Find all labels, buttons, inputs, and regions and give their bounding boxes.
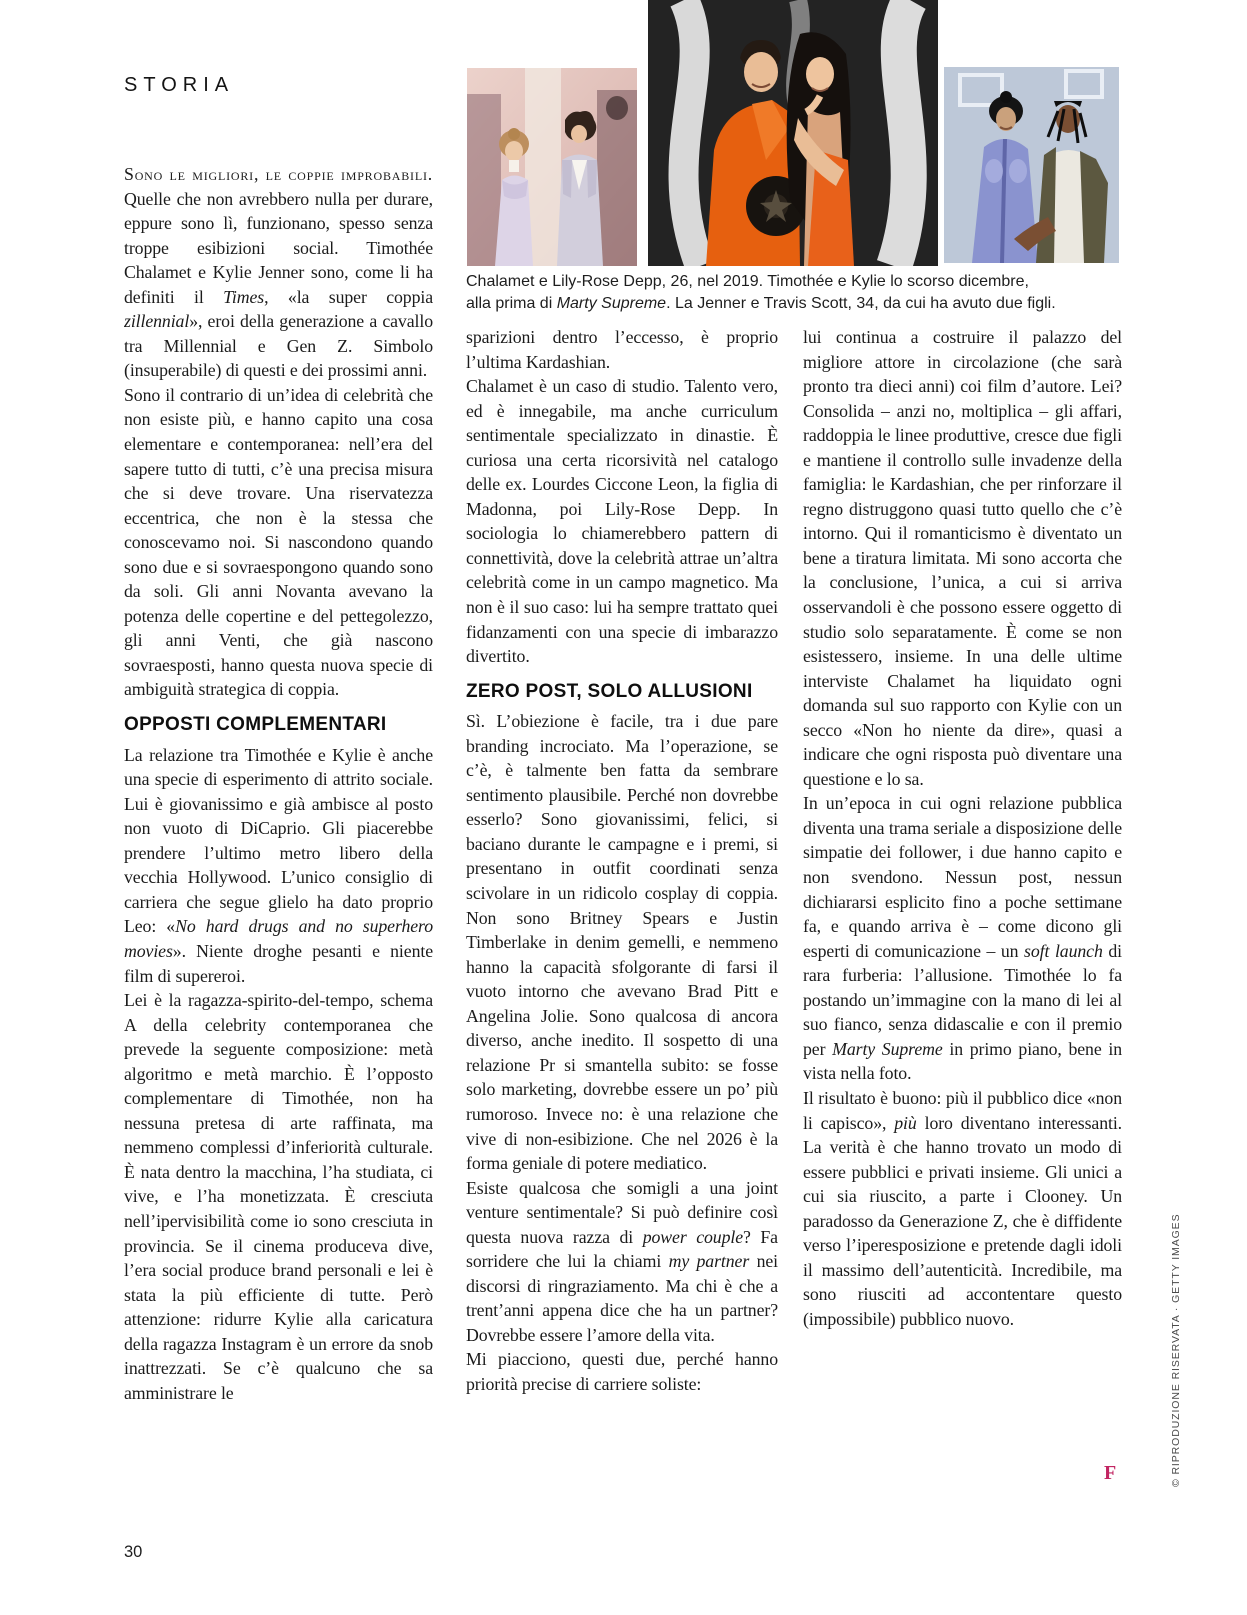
article-column-1: [124, 162, 433, 1496]
section-kicker: STORIA: [124, 74, 235, 96]
article-paragraph: [803, 325, 1122, 791]
text-run: alla prima di: [466, 294, 557, 312]
text-run: Chalamet è un caso di studio. Talento vero, ed è innegabile, ma anche curriculum sentimentale specializzato in dinastie. È curiosa una certa ricorsività nel catalogo delle ex. Lourdes Ciccone Leon, la figlia di Madonna, poi Lily-Rose Depp. In sociologia lo chiamerebbero pattern di connettività, dove la celebrità attrae un’altra celebrità come in un campo magnetico. Ma non è il suo caso: lui ha sempre trattato quei fidanzamenti con una specie di imbarazzo divertito.: [466, 376, 778, 667]
photo-caption-line2: [466, 293, 1122, 315]
text-run: La relazione tra Timothée e Kylie è anche una specie di esperimento di attrito sociale. Lui è giovanissimo e già ambisce al posto non vuoto di DiCaprio. Gli piacerebbe prendere l’ultimo metro libero della vecchia Hollywood. L’unico consiglio di carriera che segue glielo ha dato proprio Leo: «: [124, 744, 433, 937]
article-paragraph: [466, 709, 778, 1175]
article-paragraph: [466, 374, 778, 669]
text-run-italic: No hard drugs and no superhero movies: [124, 916, 433, 961]
text-run-italic: Times: [223, 286, 265, 307]
photo-credit-vertical: © RIPRODUZIONE RISERVATA · GETTY IMAGES: [1170, 1213, 1182, 1487]
text-run: ? Fa sorridere che lui la chiami: [466, 1226, 778, 1272]
article-paragraph: [124, 988, 433, 1405]
text-run: lui continua a costruire il palazzo del migliore attore in circolazione (che sarà pronto tra dieci anni) coi film d’autore. Lei? Consolida – anzi no, moltiplica – gli affari, raddoppia le linee produttive, cresce due figli e mantiene il controllo sulle invadenze della famiglia: le Kardashian, che per rinforzare il regno distruggono quasi tutto quello che c’è intorno. Qui il romanticismo è diventato un bene a tiratura limitata. Mi sono accorta che la conclusione, l’unica, a cui si arriva osservandoli è che possono essere oggetto di studio solo separatamente. È come se non esistessero, insieme. In una delle ultime interviste Chalamet ha liquidato ogni domanda sul suo rapporto con Kylie con un secco «Non ho niente da dire», quasi a indicare che ogni risposta può diventare una questione e lo sa.: [803, 327, 1122, 789]
text-run: Il risultato è buono: più il pubblico dice «non li capisco»,: [803, 1087, 1122, 1133]
article-column-2: [466, 325, 778, 1499]
text-run-smallcaps: Sono le migliori, le coppie improbabili.: [124, 164, 433, 184]
text-run-italic: zillennial: [124, 311, 190, 332]
article-paragraph: [466, 1176, 778, 1348]
text-run-italic: Marty Supreme: [832, 1038, 943, 1059]
photo-chalamet-kylie-jenner: [648, 0, 938, 266]
photo-caption-line1: Chalamet e Lily-Rose Depp, 26, nel 2019. Timothée e Kylie lo scorso dicembre,: [466, 273, 1029, 290]
text-run: Sì. L’obiezione è facile, tra i due pare branding incrociato. Ma l’operazione, se c’è, è talmente ben fatta da sembrare sentimento plausibile. Perché non dovrebbe esserlo? Sono giovanissimi, felici, si baciano durante le campagne e i premi, si presentano in outfit coordinati senza scivolare in un ridicolo cosplay di coppia. Non sono Britney Spears e Justin Timberlake in denim gemelli, e nemmeno hanno la capacità sfolgorante di farsi il vuoto intorno che avevano Brad Pitt e Angelina Jolie. Sono qualcosa di ancora diverso, anche inedito. Il sospetto di una relazione Pr si smantella subito: se fosse solo marketing, dovrebbe essere un po’ più rumoroso. Invece no: è una relazione che vive di non-esibizione. Che nel 2026 è la forma geniale di potere mediatico.: [466, 711, 778, 1174]
text-run: Mi piacciono, questi due, perché hanno priorità precise di carriere soliste:: [466, 1349, 778, 1394]
photo-kylie-travis-scott: [944, 67, 1119, 263]
article-paragraph: [466, 1347, 778, 1396]
article-paragraph: [803, 1086, 1122, 1331]
section-heading: ZERO POST, SOLO ALLUSIONI: [466, 680, 753, 702]
article-column-3: [803, 325, 1122, 1499]
text-run: loro diventano interessanti. La verità è che hanno trovato un modo di essere pubblici e privati insieme. Gli unici a cui sia riuscito, a parte i Clooney. Un paradosso da Generazione Z, che è diffidente verso l’iperesposizione e pretende dagli idoli il massimo dell’autenticità. Incredibile, ma sono riusciti ad accontentare questo (impossibile) pubblico nuovo.: [803, 1112, 1122, 1329]
text-run-italic: Marty Supreme: [556, 294, 667, 312]
photo-caption: [466, 271, 1122, 314]
article-paragraph: [803, 791, 1122, 1086]
photo-illustration: [467, 68, 637, 266]
text-run: Sono il contrario di un’idea di celebrità che non esiste più, e hanno capito una cosa elementare e contemporanea: nell’era del sapere tutto di tutti, c’è una precisa misura che si deve trovare. Una riservatezza eccentrica, che non è la stessa che conoscevamo noi. Si nascondono quando sono due e si sovraespongono quando sono da soli. Gli anni Novanta avevano la potenza delle copertine e del pettegolezzo, gli anni Venti, che già nascono sovraesposti, hanno questa nuova specie di ambiguità strategica di coppia.: [124, 384, 433, 700]
text-run: . La Jenner e Travis Scott, 34, da cui ha avuto due figli.: [666, 294, 1056, 312]
text-run: Quelle che non avrebbero nulla per durare, eppure sono lì, funzionano, spesso senza troppe esibizioni social. Timothée Chalamet e Kylie Jenner sono, come li ha definiti il: [124, 188, 433, 307]
text-run: Lei è la ragazza-spirito-del-tempo, schema A della celebrity contemporanea che prevede la seguente composizione: metà algoritmo e metà marchio. È l’opposto complementare di Timothée, non ha nessuna pretesa di arte raffinata, ma nemmeno complessi d’inferiorità culturale. È nata dentro la macchina, l’ha studiata, ci vive, e l’ha monetizzata. È cresciuta nell’ipervisibilità come io sono cresciuta in provincia. Se il cinema produceva dive, l’era social produce brand personali e lei è stata la più efficiente di tutte. Però attenzione: ridurre Kylie alla caricatura della ragazza Instagram è un errore da snob inattrezzati. Se c’è qualcuno che sa amministrare le: [124, 990, 433, 1403]
article-paragraph: [124, 743, 433, 988]
text-run: in primo piano, bene in vista nella foto.: [803, 1038, 1122, 1084]
photo-illustration: [648, 0, 938, 266]
lead-paragraph: [124, 162, 433, 383]
photo-illustration: [944, 67, 1119, 263]
text-run: In un’epoca in cui ogni relazione pubblica diventa una trama seriale a disposizione delle simpatie dei follower, i due hanno capito e non svendono. Nessun post, nessun dichiararsi esplicito fino a poche settimane fa, e quando arriva è – come dicono gli esperti di comunicazione – un: [803, 793, 1122, 961]
text-run: ». Niente droghe pesanti e niente film di supereroi.: [124, 940, 433, 986]
section-heading: OPPOSTI COMPLEMENTARI: [124, 714, 387, 736]
text-run: sparizioni dentro l’eccesso, è proprio l’ultima Kardashian.: [466, 327, 778, 372]
page-number: 30: [124, 1543, 143, 1561]
text-run-italic: my partner: [668, 1251, 750, 1272]
text-run: di rara furberia: l’allusione. Timothée lo fa postando un’immagine con la mano di lei al suo fianco, senza didascalie e con il premio per: [803, 940, 1122, 1059]
text-run-italic: power couple: [642, 1226, 744, 1247]
text-run-italic: soft launch: [1024, 940, 1103, 961]
text-run: , «la super coppia: [264, 286, 433, 307]
article-paragraph: [124, 383, 433, 702]
text-run: », eroi della generazione a cavallo tra Millennial e Gen Z. Simbolo (insuperabile) di questi e dei prossimi anni.: [124, 311, 433, 381]
article-end-mark: F: [1104, 1462, 1117, 1484]
photo-chalamet-lily-rose-depp: [467, 68, 637, 266]
text-run-italic: più: [894, 1112, 917, 1133]
article-paragraph: [466, 325, 778, 374]
text-run: nei discorsi di ringraziamento. Ma chi è che a trent’anni appena dice che ha un partner? Dovrebbe essere l’amore della vita.: [466, 1251, 778, 1345]
text-run: Esiste qualcosa che somigli a una joint venture sentimentale? Si può definire così questa nuova razza di: [466, 1177, 778, 1247]
